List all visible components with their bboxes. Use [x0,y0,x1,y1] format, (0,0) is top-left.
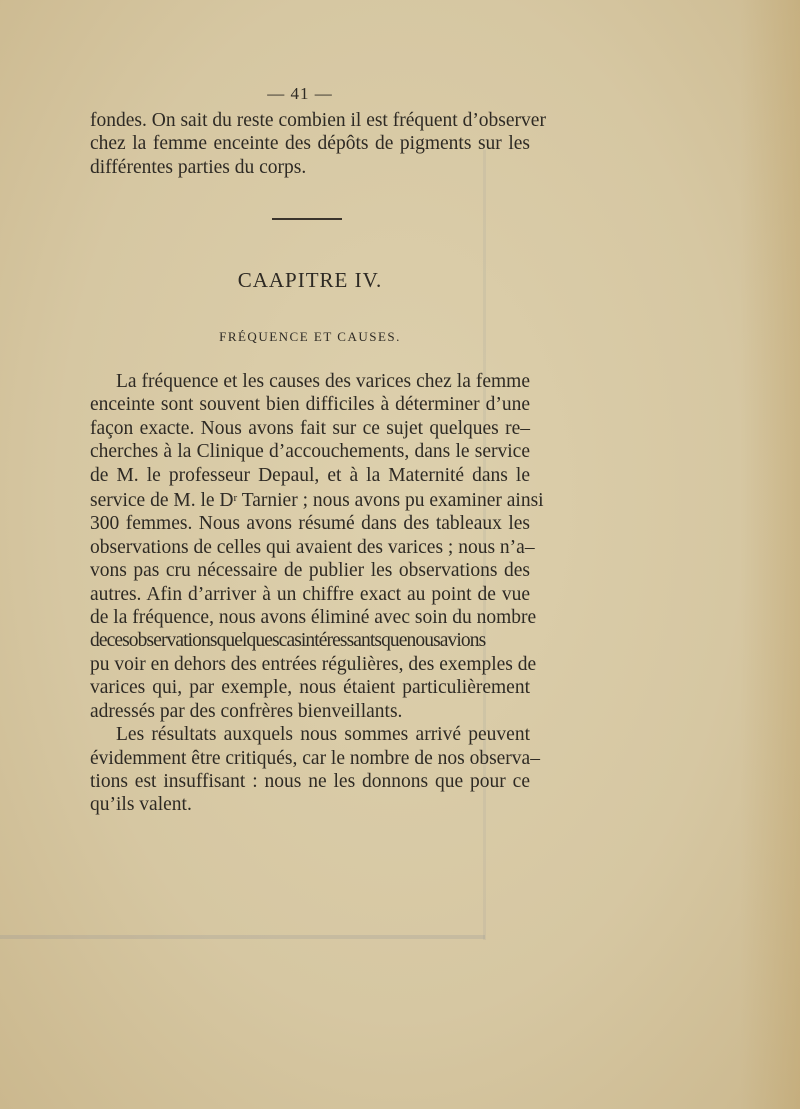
text-fragment: Tarnier ; nous avons pu examiner ainsi [237,490,544,512]
text-line: pu voir en dehors des entrées régulières, des exemples de [90,653,537,675]
text-line: decesobservationsquelquescasintéressantsquenousavions [90,630,486,652]
text-line: de la fréquence, nous avons éliminé avec soin du nombre [90,607,537,629]
section-divider [272,218,342,220]
text-fragment: service de M. le D [90,490,234,512]
text-line [90,487,544,512]
text-line: observations de celles qui avaient des varices ; nous n’a– [90,536,535,558]
text-line: La fréquence et les causes des varices chez la femme [116,371,530,392]
text-line: fondes. On sait du reste combien il est fréquent d’observer [90,110,546,131]
text-line: cherches à la Clinique d’accouchements, dans le service [90,441,530,463]
text-line: façon exacte. Nous avons fait sur ce sujet quelques re– [90,417,530,439]
text-line: autres. Afin d’arriver à un chiffre exact au point de vue [90,583,530,605]
text-line: 300 femmes. Nous avons résumé dans des tableaux les [90,513,530,535]
text-line: qu’ils valent. [90,794,192,816]
chapter-title: CAAPITRE IV. [237,268,383,292]
continued-paragraph [90,109,546,179]
section-title: FRÉQUENCE ET CAUSES. [219,329,401,344]
body-paragraphs [90,370,544,817]
text-line: varices qui, par exemple, nous étaient particulièrement [90,677,530,699]
text-line: adressés par des confrères bienveillants. [90,700,403,722]
text-line: tions est insuffisant : nous ne les donnons que pour ce [90,770,530,792]
page-number: — 41 — [267,84,333,103]
page-edge-shadow [740,0,800,1109]
superscript: r [233,492,238,505]
text-line: évidemment être critiqués, car le nombre de nos observa– [90,747,540,769]
text-line: de M. le professeur Depaul, et à la Maternité dans le [90,464,530,486]
text-line: vons pas cru nécessaire de publier les observations des [90,560,530,582]
text-line: différentes parties du corps. [90,156,307,178]
text-line: enceinte sont souvent bien difficiles à déterminer d’une [90,394,530,416]
text-line: chez la femme enceinte des dépôts de pigments sur les [90,133,530,155]
text-line: Les résultats auxquels nous sommes arrivé peuvent [116,724,530,746]
show-through-line [0,935,485,939]
